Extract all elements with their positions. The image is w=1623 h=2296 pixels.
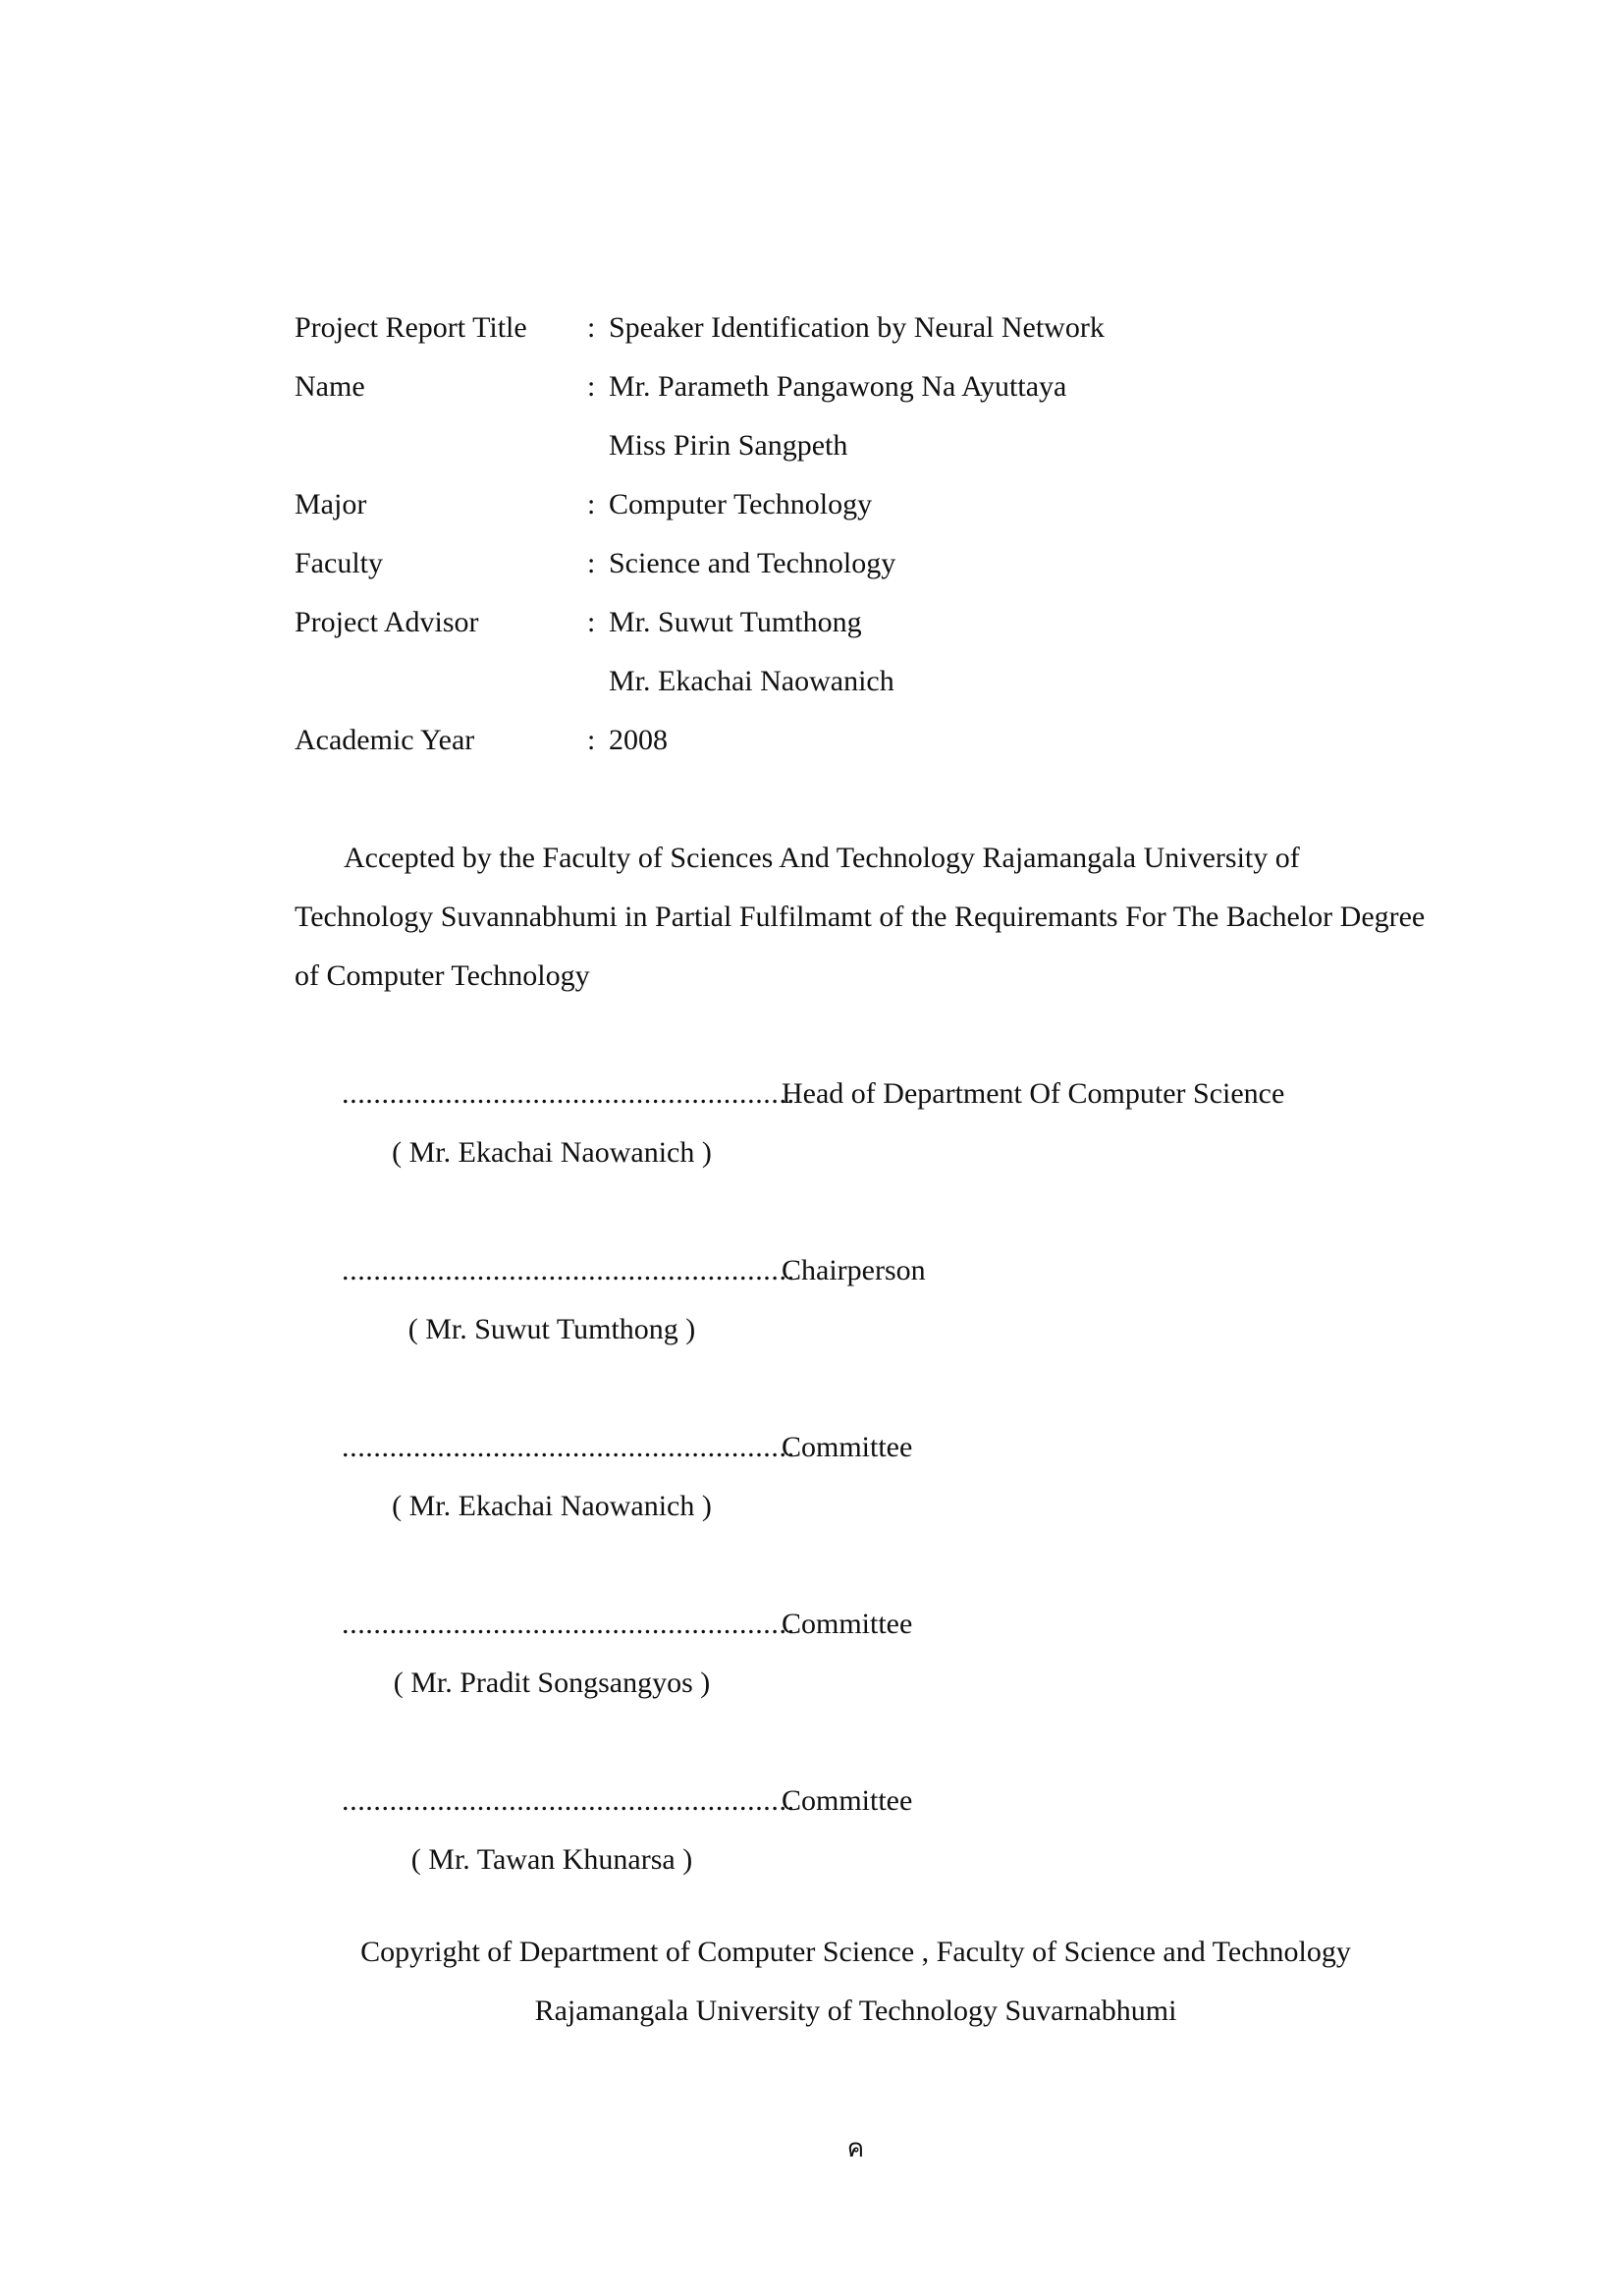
field-colon: : <box>587 488 596 520</box>
field-colon: : <box>587 724 596 756</box>
acceptance-line-3: of Computer Technology <box>295 959 590 992</box>
field-colon: : <box>587 311 596 344</box>
signature-name: ( Mr. Tawan Khunarsa ) <box>410 1843 693 1876</box>
field-value-advisor-1: Mr. Suwut Tumthong <box>609 606 862 638</box>
signature-name: ( Mr. Ekachai Naowanich ) <box>392 1490 712 1522</box>
field-label-title: Project Report Title <box>295 311 527 344</box>
field-value-name-2: Miss Pirin Sangpeth <box>609 429 848 462</box>
signature-line: ......................................................... <box>342 1608 795 1640</box>
signature-name: ( Mr. Ekachai Naowanich ) <box>392 1136 712 1169</box>
field-value-major: Computer Technology <box>609 488 873 520</box>
field-label-year: Academic Year <box>295 724 475 756</box>
copyright-line-2: Rajamangala University of Technology Suvarnabhumi <box>534 1995 1177 2027</box>
signature-role: Head of Department Of Computer Science <box>782 1077 1285 1110</box>
signature-line: ......................................................... <box>342 1254 795 1286</box>
signature-role: Committee <box>782 1431 913 1463</box>
page-number: ค <box>846 2134 865 2163</box>
signature-role: Committee <box>782 1784 913 1817</box>
field-value-advisor-2: Mr. Ekachai Naowanich <box>609 665 894 697</box>
signature-line: ......................................................... <box>342 1077 795 1110</box>
field-label-faculty: Faculty <box>295 547 383 579</box>
field-value-faculty: Science and Technology <box>609 547 896 579</box>
field-colon: : <box>587 606 596 638</box>
signature-role: Committee <box>782 1608 913 1640</box>
field-label-major: Major <box>295 488 367 520</box>
signature-line: ......................................................... <box>342 1784 795 1817</box>
signature-name: ( Mr. Suwut Tumthong ) <box>407 1313 696 1345</box>
signature-role: Chairperson <box>782 1254 926 1286</box>
acceptance-line-1: Accepted by the Faculty of Sciences And Technology Rajamangala University of <box>344 842 1300 874</box>
acceptance-line-2: Technology Suvannabhumi in Partial Fulfilmamt of the Requiremants For The Bachelor Degree <box>295 901 1426 933</box>
copyright-line-1: Copyright of Department of Computer Science , Faculty of Science and Technology <box>360 1936 1351 1968</box>
field-label-name: Name <box>295 370 365 403</box>
field-value-title: Speaker Identification by Neural Network <box>609 311 1105 344</box>
field-label-advisor: Project Advisor <box>295 606 479 638</box>
signature-name: ( Mr. Pradit Songsangyos ) <box>393 1667 711 1699</box>
signature-line: ......................................................... <box>342 1431 795 1463</box>
field-value-name-1: Mr. Parameth Pangawong Na Ayuttaya <box>609 370 1067 403</box>
field-colon: : <box>587 370 596 403</box>
field-colon: : <box>587 547 596 579</box>
field-value-year: 2008 <box>609 724 668 756</box>
